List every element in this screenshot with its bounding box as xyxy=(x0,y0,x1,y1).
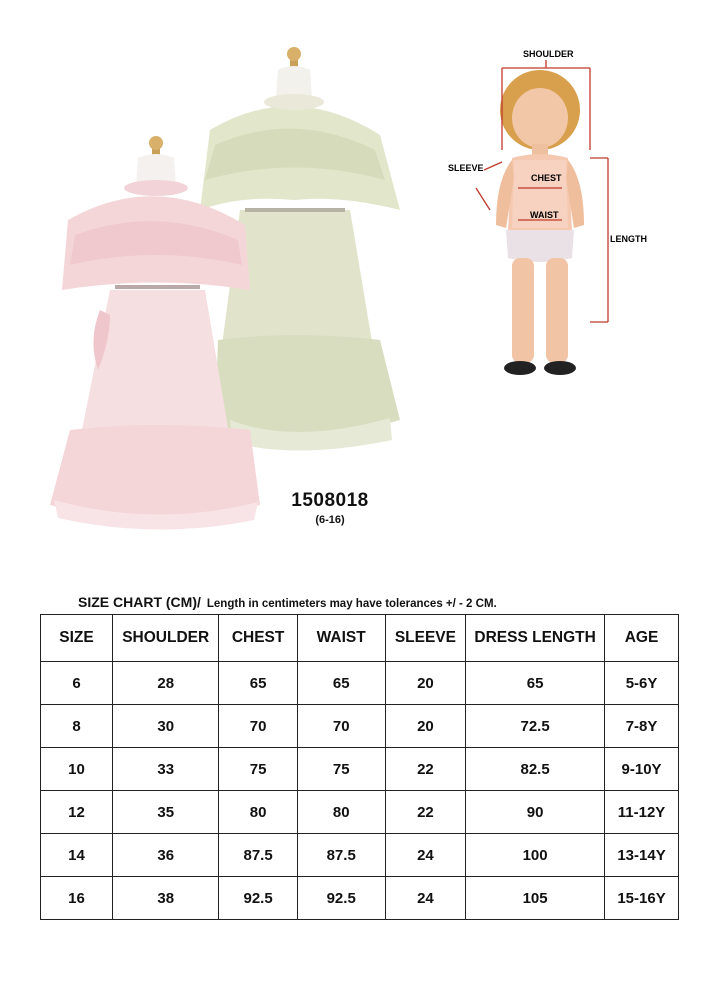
size-chart-title xyxy=(78,594,497,610)
cell-sleeve: 24 xyxy=(385,834,465,877)
shoulder-label: SHOULDER xyxy=(523,49,574,59)
cell-sleeve: 22 xyxy=(385,791,465,834)
header-age: AGE xyxy=(605,615,679,662)
cell-age: 5-6Y xyxy=(605,662,679,705)
cell-chest: 87.5 xyxy=(219,834,297,877)
sleeve-label: SLEEVE xyxy=(448,163,484,173)
length-label: LENGTH xyxy=(610,234,647,244)
table-row xyxy=(41,877,679,920)
header-waist: WAIST xyxy=(297,615,385,662)
size-chart-heading: SIZE CHART (CM)/ xyxy=(78,594,201,610)
cell-waist: 65 xyxy=(297,662,385,705)
table-row xyxy=(41,748,679,791)
cell-chest: 70 xyxy=(219,705,297,748)
cell-chest: 75 xyxy=(219,748,297,791)
table-row xyxy=(41,662,679,705)
cell-size: 14 xyxy=(41,834,113,877)
table-row xyxy=(41,705,679,748)
dress-product-image xyxy=(40,40,420,550)
header-size: SIZE xyxy=(41,615,113,662)
cell-waist: 87.5 xyxy=(297,834,385,877)
cell-age: 15-16Y xyxy=(605,877,679,920)
cell-sleeve: 24 xyxy=(385,877,465,920)
cell-shoulder: 35 xyxy=(112,791,218,834)
waist-label: WAIST xyxy=(530,210,559,220)
cell-dress-length: 65 xyxy=(466,662,605,705)
cell-dress-length: 82.5 xyxy=(466,748,605,791)
product-size-range: (6-16) xyxy=(315,514,345,526)
cell-age: 11-12Y xyxy=(605,791,679,834)
cell-waist: 80 xyxy=(297,791,385,834)
measurement-diagram xyxy=(440,40,647,390)
header-dress-length: DRESS LENGTH xyxy=(466,615,605,662)
size-chart-table xyxy=(40,614,679,920)
cell-dress-length: 72.5 xyxy=(466,705,605,748)
product-code: 1508018 xyxy=(291,490,369,511)
child-figure-illustration xyxy=(496,70,584,375)
cell-sleeve: 20 xyxy=(385,662,465,705)
cell-chest: 92.5 xyxy=(219,877,297,920)
cell-size: 16 xyxy=(41,877,113,920)
tolerance-note: Length in centimeters may have tolerances +/ - 2 CM. xyxy=(206,598,497,610)
cell-shoulder: 33 xyxy=(112,748,218,791)
cell-dress-length: 105 xyxy=(466,877,605,920)
cell-waist: 70 xyxy=(297,705,385,748)
cell-dress-length: 100 xyxy=(466,834,605,877)
table-row xyxy=(41,791,679,834)
chest-label: CHEST xyxy=(531,173,562,183)
header-shoulder: SHOULDER xyxy=(112,615,218,662)
cell-size: 10 xyxy=(41,748,113,791)
table-header-row xyxy=(41,615,679,662)
cell-age: 9-10Y xyxy=(605,748,679,791)
cell-dress-length: 90 xyxy=(466,791,605,834)
cell-shoulder: 30 xyxy=(112,705,218,748)
cell-size: 12 xyxy=(41,791,113,834)
cell-chest: 80 xyxy=(219,791,297,834)
table-row xyxy=(41,834,679,877)
cell-sleeve: 20 xyxy=(385,705,465,748)
cell-shoulder: 36 xyxy=(112,834,218,877)
cell-sleeve: 22 xyxy=(385,748,465,791)
cell-size: 8 xyxy=(41,705,113,748)
cell-waist: 92.5 xyxy=(297,877,385,920)
header-sleeve: SLEEVE xyxy=(385,615,465,662)
cell-age: 7-8Y xyxy=(605,705,679,748)
cell-age: 13-14Y xyxy=(605,834,679,877)
cell-shoulder: 28 xyxy=(112,662,218,705)
cell-shoulder: 38 xyxy=(112,877,218,920)
header-chest: CHEST xyxy=(219,615,297,662)
cell-waist: 75 xyxy=(297,748,385,791)
cell-chest: 65 xyxy=(219,662,297,705)
cell-size: 6 xyxy=(41,662,113,705)
